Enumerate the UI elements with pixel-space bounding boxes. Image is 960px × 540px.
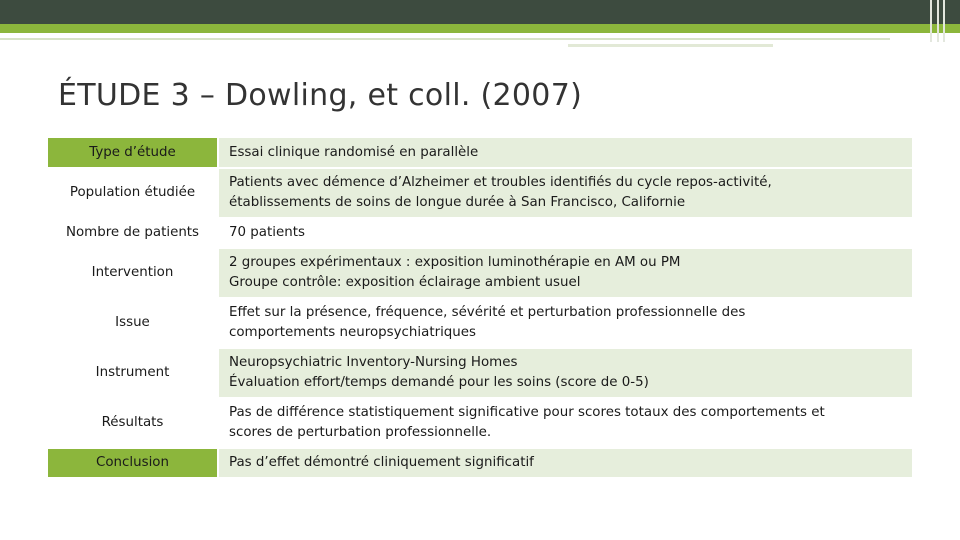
row-value <box>218 348 912 398</box>
row-value-line: établissements de soins de longue durée à San Francisco, Californie <box>229 195 686 210</box>
row-value <box>218 298 912 348</box>
decorative-line-short <box>568 44 773 47</box>
row-value-line: Évaluation effort/temps demandé pour les soins (score de 0-5) <box>229 375 649 390</box>
row-value-line: comportements neuropsychiatriques <box>229 325 477 340</box>
decorative-line <box>0 38 890 40</box>
row-value <box>218 138 912 168</box>
table-row-patients <box>48 218 912 248</box>
table-row-type <box>48 138 912 168</box>
table-row-instrument <box>48 348 912 398</box>
table-row-intervention <box>48 248 912 298</box>
row-label: Instrument <box>48 348 218 398</box>
row-value-line: Pas d’effet démontré cliniquement significatif <box>229 455 534 470</box>
row-label: Issue <box>48 298 218 348</box>
slide-title: ÉTUDE 3 – Dowling, et coll. (2007) <box>58 78 583 113</box>
decorative-vertical-bar <box>930 0 932 42</box>
top-dark-band <box>0 0 960 24</box>
top-green-band <box>0 24 960 33</box>
row-label: Résultats <box>48 398 218 448</box>
row-value-line: 70 patients <box>229 225 305 240</box>
table-row-issue <box>48 298 912 348</box>
row-value <box>218 448 912 478</box>
table-row-population <box>48 168 912 218</box>
row-value-line: Neuropsychiatric Inventory-Nursing Homes <box>229 355 518 370</box>
row-value <box>218 218 912 248</box>
row-value <box>218 248 912 298</box>
row-value-line: Pas de différence statistiquement significative pour scores totaux des comportements et <box>229 405 825 420</box>
row-value-line: Patients avec démence d’Alzheimer et troubles identifiés du cycle repos-activité, <box>229 175 772 190</box>
table-row-results <box>48 398 912 448</box>
decorative-vertical-bar <box>937 0 939 42</box>
decorative-vertical-bar <box>943 0 945 42</box>
row-label: Type d’étude <box>48 138 218 168</box>
row-value-line: Essai clinique randomisé en parallèle <box>229 144 479 160</box>
table-row-conclusion <box>48 448 912 478</box>
row-value-line: Effet sur la présence, fréquence, sévérité et perturbation professionnelle des <box>229 305 746 320</box>
row-value <box>218 398 912 448</box>
row-value-line: 2 groupes expérimentaux : exposition luminothérapie en AM ou PM <box>229 255 681 270</box>
row-value-line: Groupe contrôle: exposition éclairage ambient usuel <box>229 275 581 290</box>
study-table <box>48 138 912 479</box>
row-value-line: scores de perturbation professionnelle. <box>229 425 492 440</box>
row-label: Population étudiée <box>48 168 218 218</box>
row-label: Intervention <box>48 248 218 298</box>
row-label: Conclusion <box>48 448 218 478</box>
row-value <box>218 168 912 218</box>
row-label: Nombre de patients <box>48 218 218 248</box>
